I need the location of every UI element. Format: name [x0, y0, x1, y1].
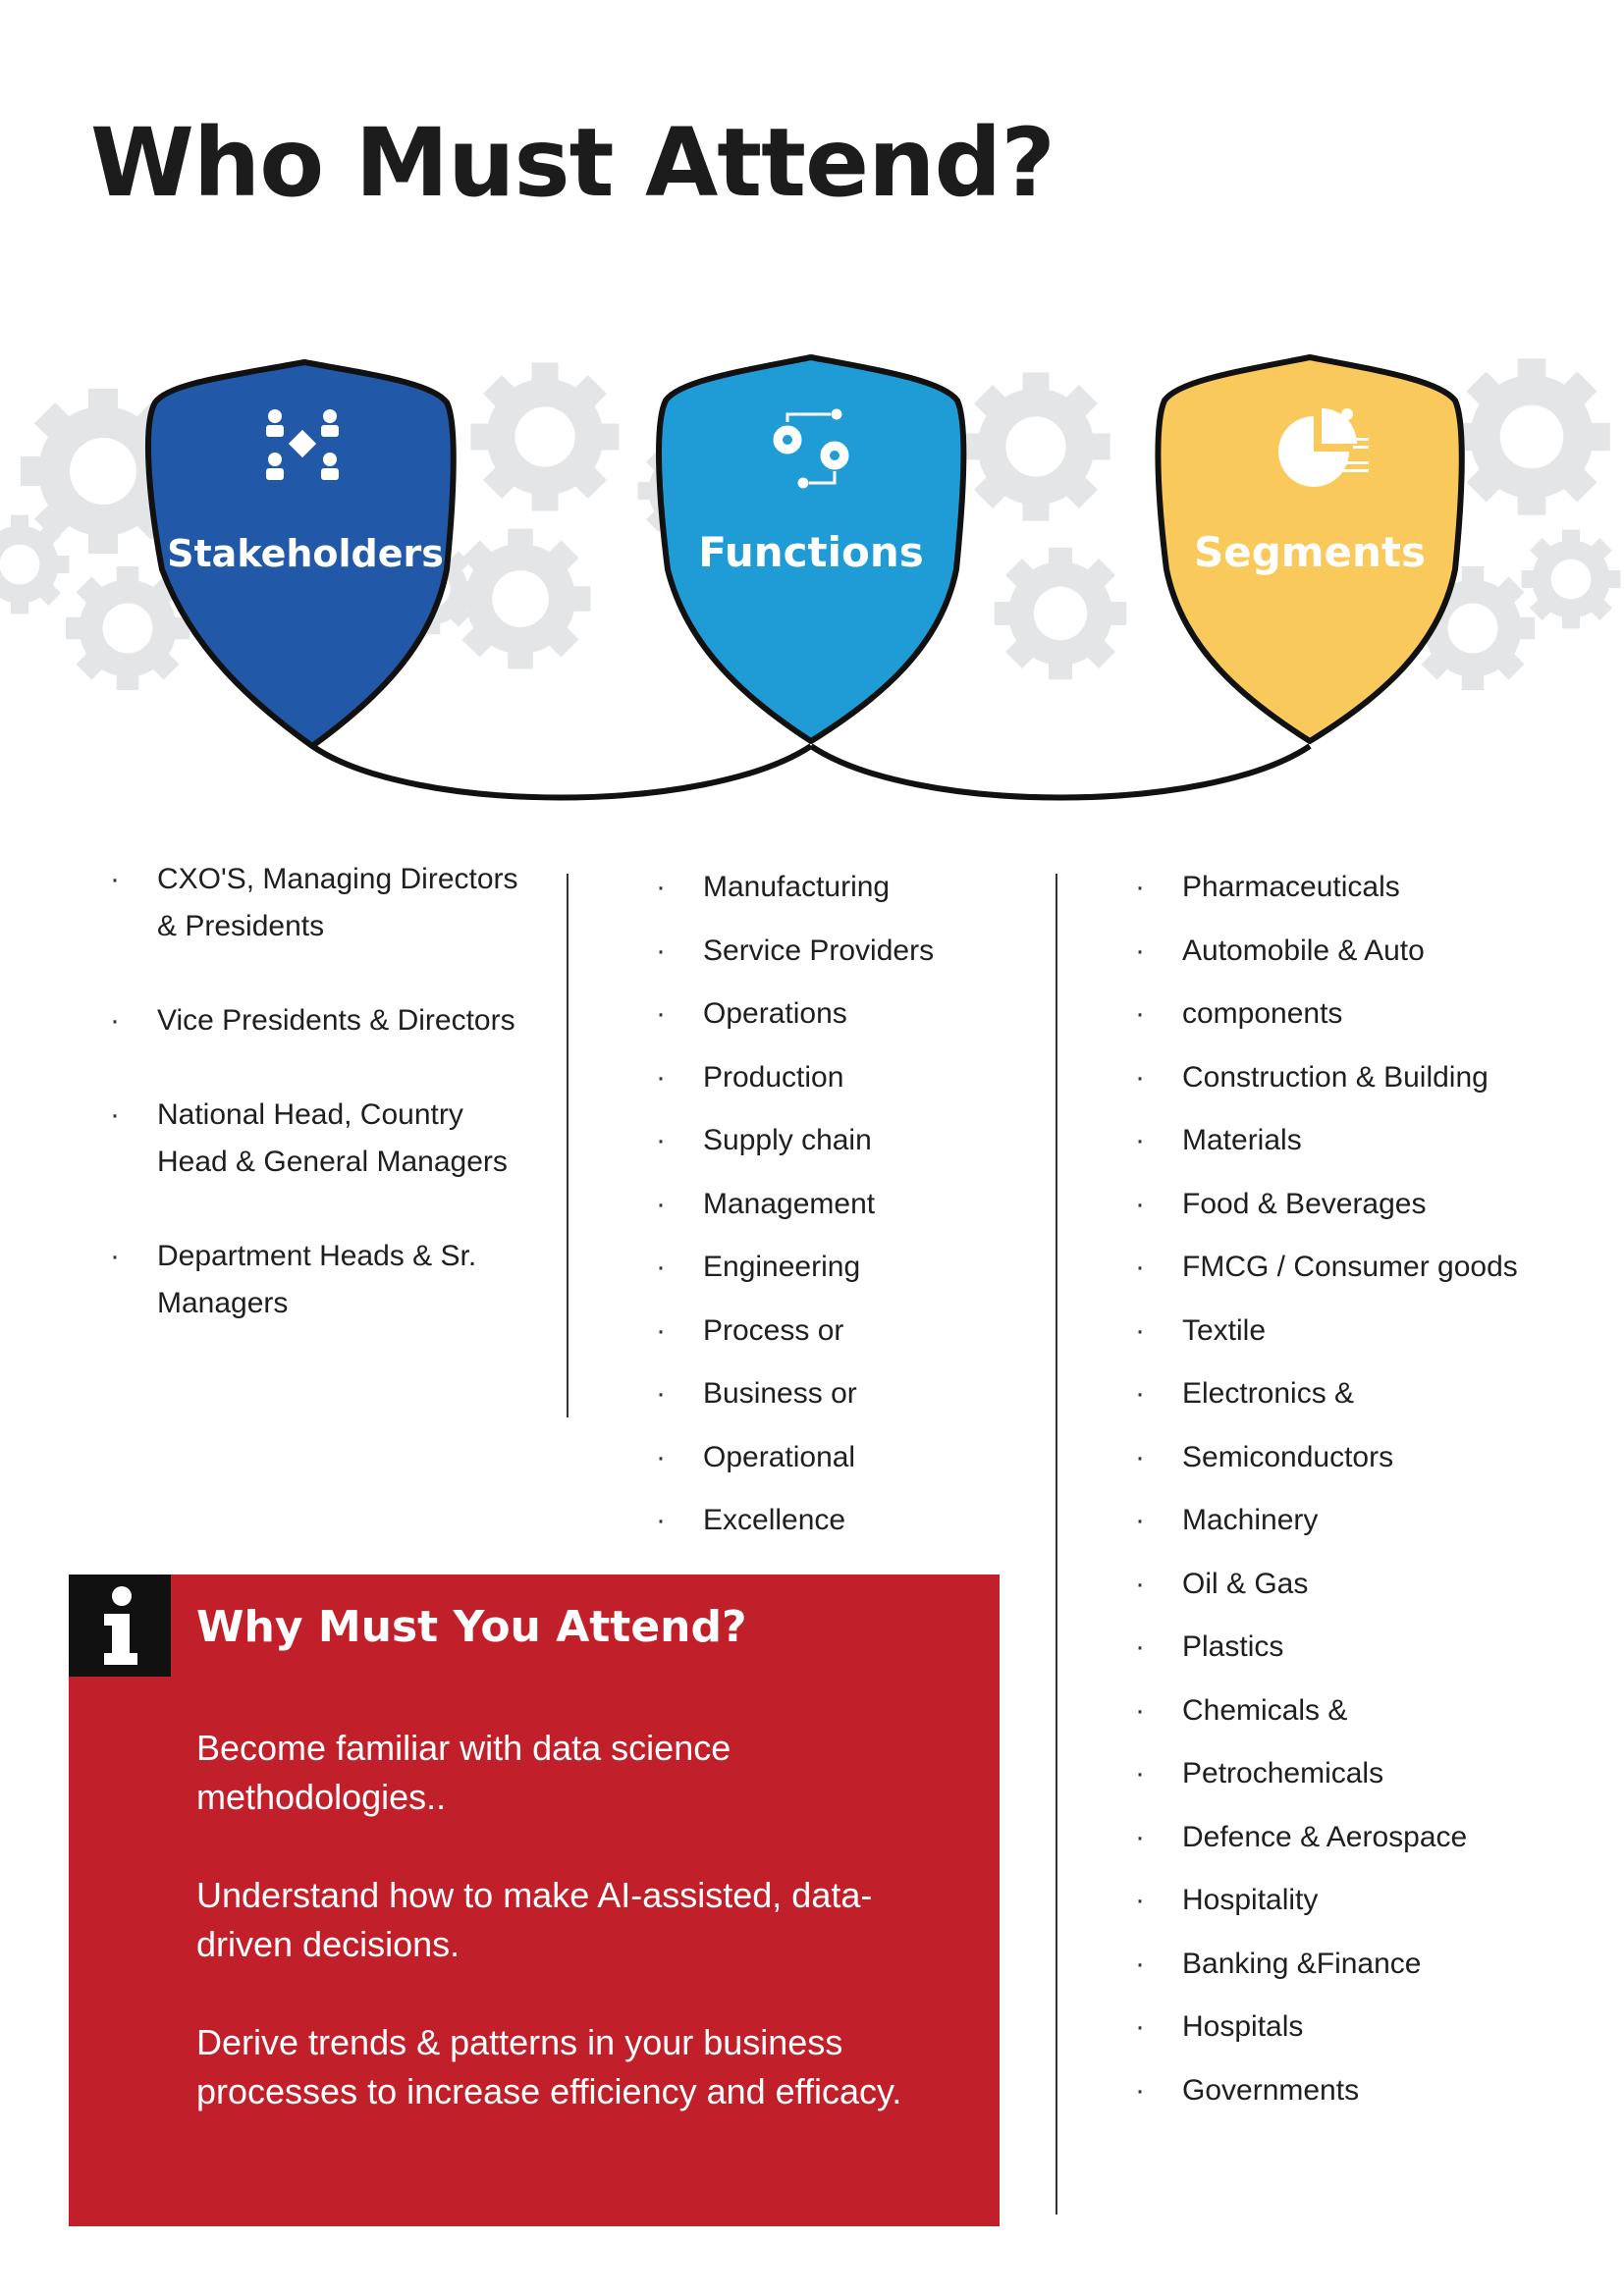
page-title: Who Must Attend?: [90, 108, 1055, 218]
list-item: · Department Heads & Sr. Managers: [110, 1233, 532, 1327]
list-item: · FMCG / Consumer goods: [1135, 1236, 1587, 1300]
segments-list: [1135, 856, 1587, 2122]
list-item: · components: [1135, 983, 1587, 1046]
list-item: · Oil & Gas: [1135, 1553, 1587, 1617]
arc-stakeholders-functions: [312, 746, 811, 798]
badge-label-stakeholders: Stakeholders: [167, 532, 444, 575]
list-item: · Materials: [1135, 1109, 1587, 1173]
list-item: · National Head, Country Head & General Managers: [110, 1092, 532, 1186]
why-point-1: Become familiar with data science methodologies..: [196, 1728, 731, 1817]
list-item: · CXO'S, Managing Directors & Presidents: [110, 856, 532, 950]
list-item: · Operations: [656, 983, 990, 1046]
list-item: · Plastics: [1135, 1616, 1587, 1680]
list-item: · Banking &Finance: [1135, 1933, 1587, 1997]
list-item: · Business or: [656, 1362, 990, 1426]
stakeholders-list: [110, 856, 532, 1374]
list-item: · Process or: [656, 1300, 990, 1363]
why-point-2: Understand how to make AI-assisted, data-driven decisions.: [196, 1875, 873, 1964]
list-item: · Food & Beverages: [1135, 1173, 1587, 1237]
functions-list: [656, 856, 990, 1553]
list-item: · Operational: [656, 1426, 990, 1490]
list-item: · Chemicals &: [1135, 1680, 1587, 1743]
list-item: · Production: [656, 1046, 990, 1110]
list-item: · Engineering: [656, 1236, 990, 1300]
list-item: · Semiconductors: [1135, 1426, 1587, 1490]
list-item: · Construction & Building: [1135, 1046, 1587, 1110]
connector-arcs: [312, 746, 1310, 798]
column-divider-2: [1056, 874, 1057, 2215]
column-divider-1: [567, 874, 568, 1417]
list-item: · Textile: [1135, 1300, 1587, 1363]
audience-hero: [0, 344, 1624, 815]
list-item: · Defence & Aerospace: [1135, 1806, 1587, 1870]
list-item: · Management: [656, 1173, 990, 1237]
info-icon: [69, 1575, 171, 1677]
why-attend-box: [69, 1575, 1000, 2226]
why-point-3: Derive trends & patterns in your business processes to increase efficiency and efficacy.: [196, 2022, 902, 2111]
list-item: · Machinery: [1135, 1489, 1587, 1553]
list-item: · Automobile & Auto: [1135, 920, 1587, 984]
list-item: · Electronics &: [1135, 1362, 1587, 1426]
badge-label-functions: Functions: [698, 528, 924, 576]
list-item: · Manufacturing: [656, 856, 990, 920]
list-item: · Hospitality: [1135, 1869, 1587, 1933]
arc-functions-segments: [811, 746, 1310, 798]
list-item: · Service Providers: [656, 920, 990, 984]
list-item: · Pharmaceuticals: [1135, 856, 1587, 920]
list-item: · Hospitals: [1135, 1996, 1587, 2059]
list-item: · Vice Presidents & Directors: [110, 997, 532, 1044]
why-attend-heading: Why Must You Attend?: [196, 1602, 747, 1652]
badge-label-segments: Segments: [1193, 528, 1427, 576]
list-item: · Supply chain: [656, 1109, 990, 1173]
list-item: · Governments: [1135, 2059, 1587, 2123]
hero-graphic: [0, 344, 1624, 815]
list-item: · Petrochemicals: [1135, 1742, 1587, 1806]
list-item: · Excellence: [656, 1489, 990, 1553]
